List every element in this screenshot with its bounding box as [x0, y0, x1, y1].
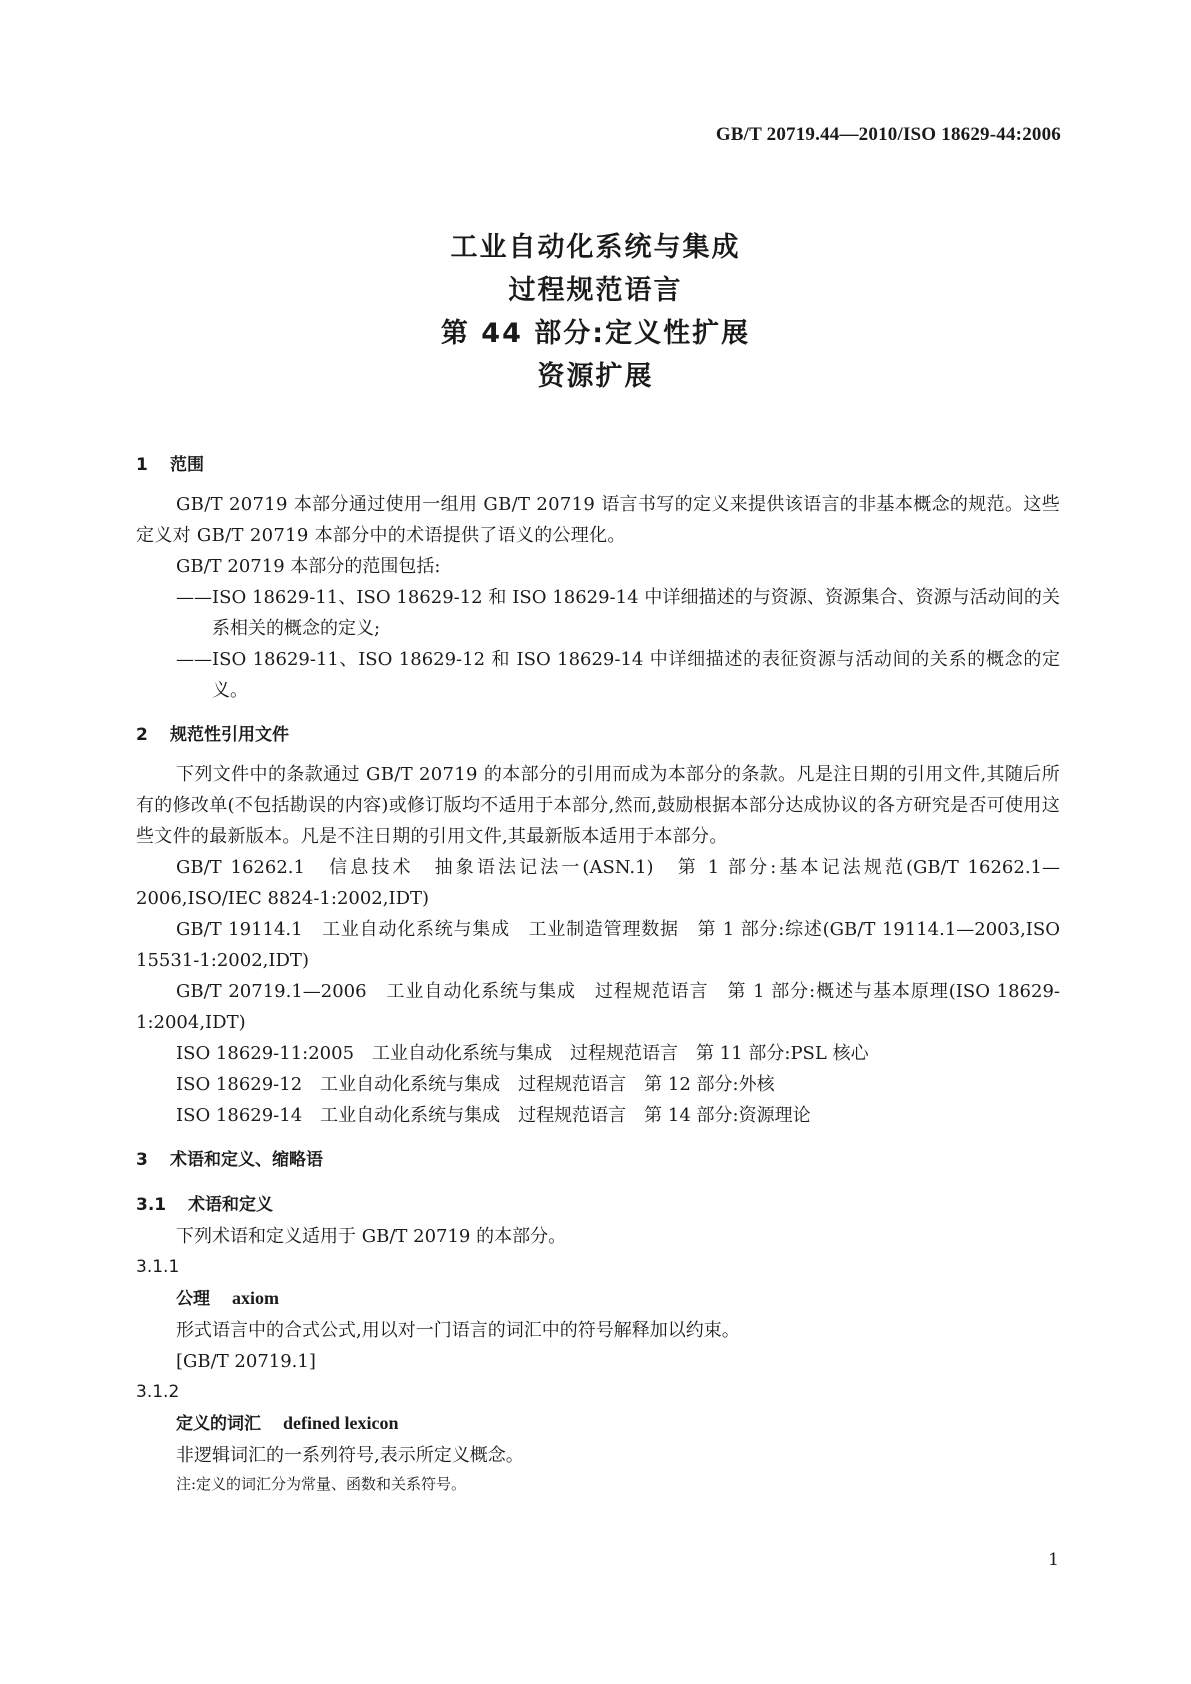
scope-list-item: ——ISO 18629-11、ISO 18629-12 和 ISO 18629-14 中详细描述的表征资源与活动间的关系的概念的定义。 — [176, 649, 1060, 701]
term-english: axiom — [232, 1288, 279, 1308]
section-number: 3 — [136, 1150, 148, 1170]
scope-list-intro: GB/T 20719 本部分的范围包括: — [176, 556, 441, 577]
reference-entry: GB/T 19114.1 工业自动化系统与集成 工业制造管理数据 第 1 部分:综述(GB/T 19114.1—2003,ISO 15531-1:2002,IDT) — [136, 919, 1060, 971]
title-line-1: 工业自动化系统与集成 — [450, 232, 741, 263]
section-number: 1 — [136, 455, 148, 475]
term-english: defined lexicon — [283, 1413, 399, 1433]
section-title: 术语和定义、缩略语 — [170, 1150, 323, 1170]
term-definition: 非逻辑词汇的一系列符号,表示所定义概念。 — [176, 1445, 524, 1466]
title-line-4: 资源扩展 — [537, 361, 654, 392]
title-line-2: 过程规范语言 — [508, 275, 683, 306]
page-number: 1 — [1048, 1550, 1059, 1570]
term-source: [GB/T 20719.1] — [176, 1351, 316, 1372]
term-name — [136, 1283, 1060, 1315]
scope-list-item: ——ISO 18629-11、ISO 18629-12 和 ISO 18629-14 中详细描述的与资源、资源集合、资源与活动间的关系相关的概念的定义; — [176, 587, 1060, 639]
normative-intro-paragraph: 下列文件中的条款通过 GB/T 20719 的本部分的引用而成为本部分的条款。凡是注日期的引用文件,其随后所有的修改单(不包括勘误的内容)或修订版均不适用于本部分,然而,鼓励根据本部分达成协议的各方研究是否可使用这些文件的最新版本。凡是不注日期的引用文件,其最新版本适用于本部分。 — [136, 764, 1060, 847]
document-body — [136, 450, 1060, 1497]
subsection-3-1-heading — [136, 1190, 1060, 1221]
reference-entry: ISO 18629-12 工业自动化系统与集成 过程规范语言 第 12 部分:外核 — [176, 1074, 775, 1095]
section-number: 2 — [136, 725, 148, 745]
reference-entry: GB/T 20719.1—2006 工业自动化系统与集成 过程规范语言 第 1 部分:概述与基本原理(ISO 18629-1:2004,IDT) — [136, 981, 1060, 1033]
term-definition: 形式语言中的合式公式,用以对一门语言的词汇中的符号解释加以约束。 — [176, 1320, 740, 1341]
reference-entry: ISO 18629-11:2005 工业自动化系统与集成 过程规范语言 第 11 部分:PSL 核心 — [176, 1043, 869, 1064]
subsection-title: 术语和定义 — [188, 1195, 273, 1215]
term-number: 3.1.1 — [136, 1257, 180, 1277]
reference-entry: ISO 18629-14 工业自动化系统与集成 过程规范语言 第 14 部分:资源理论 — [176, 1105, 811, 1126]
section-3-heading — [136, 1145, 1060, 1176]
term-number: 3.1.2 — [136, 1382, 180, 1402]
term-chinese: 定义的词汇 — [176, 1414, 261, 1434]
section-1-heading — [136, 450, 1060, 481]
document-title — [0, 226, 1191, 398]
title-line-3: 第 44 部分:定义性扩展 — [440, 318, 751, 349]
terms-intro: 下列术语和定义适用于 GB/T 20719 的本部分。 — [176, 1226, 567, 1247]
section-title: 规范性引用文件 — [170, 725, 289, 745]
standard-code: GB/T 20719.44—2010/ISO 18629-44:2006 — [715, 124, 1061, 145]
subsection-number: 3.1 — [136, 1195, 167, 1215]
reference-entry: GB/T 16262.1 信息技术 抽象语法记法一(ASN.1) 第 1 部分:基本记法规范(GB/T 16262.1—2006,ISO/IEC 8824-1:2002,IDT) — [136, 857, 1060, 909]
scope-paragraph: GB/T 20719 本部分通过使用一组用 GB/T 20719 语言书写的定义来提供该语言的非基本概念的规范。这些定义对 GB/T 20719 本部分中的术语提供了语义的公理化。 — [136, 494, 1060, 546]
term-chinese: 公理 — [176, 1289, 210, 1309]
section-title: 范围 — [170, 455, 204, 475]
term-name — [136, 1408, 1060, 1440]
section-2-heading — [136, 720, 1060, 751]
term-note: 注:定义的词汇分为常量、函数和关系符号。 — [176, 1475, 467, 1493]
